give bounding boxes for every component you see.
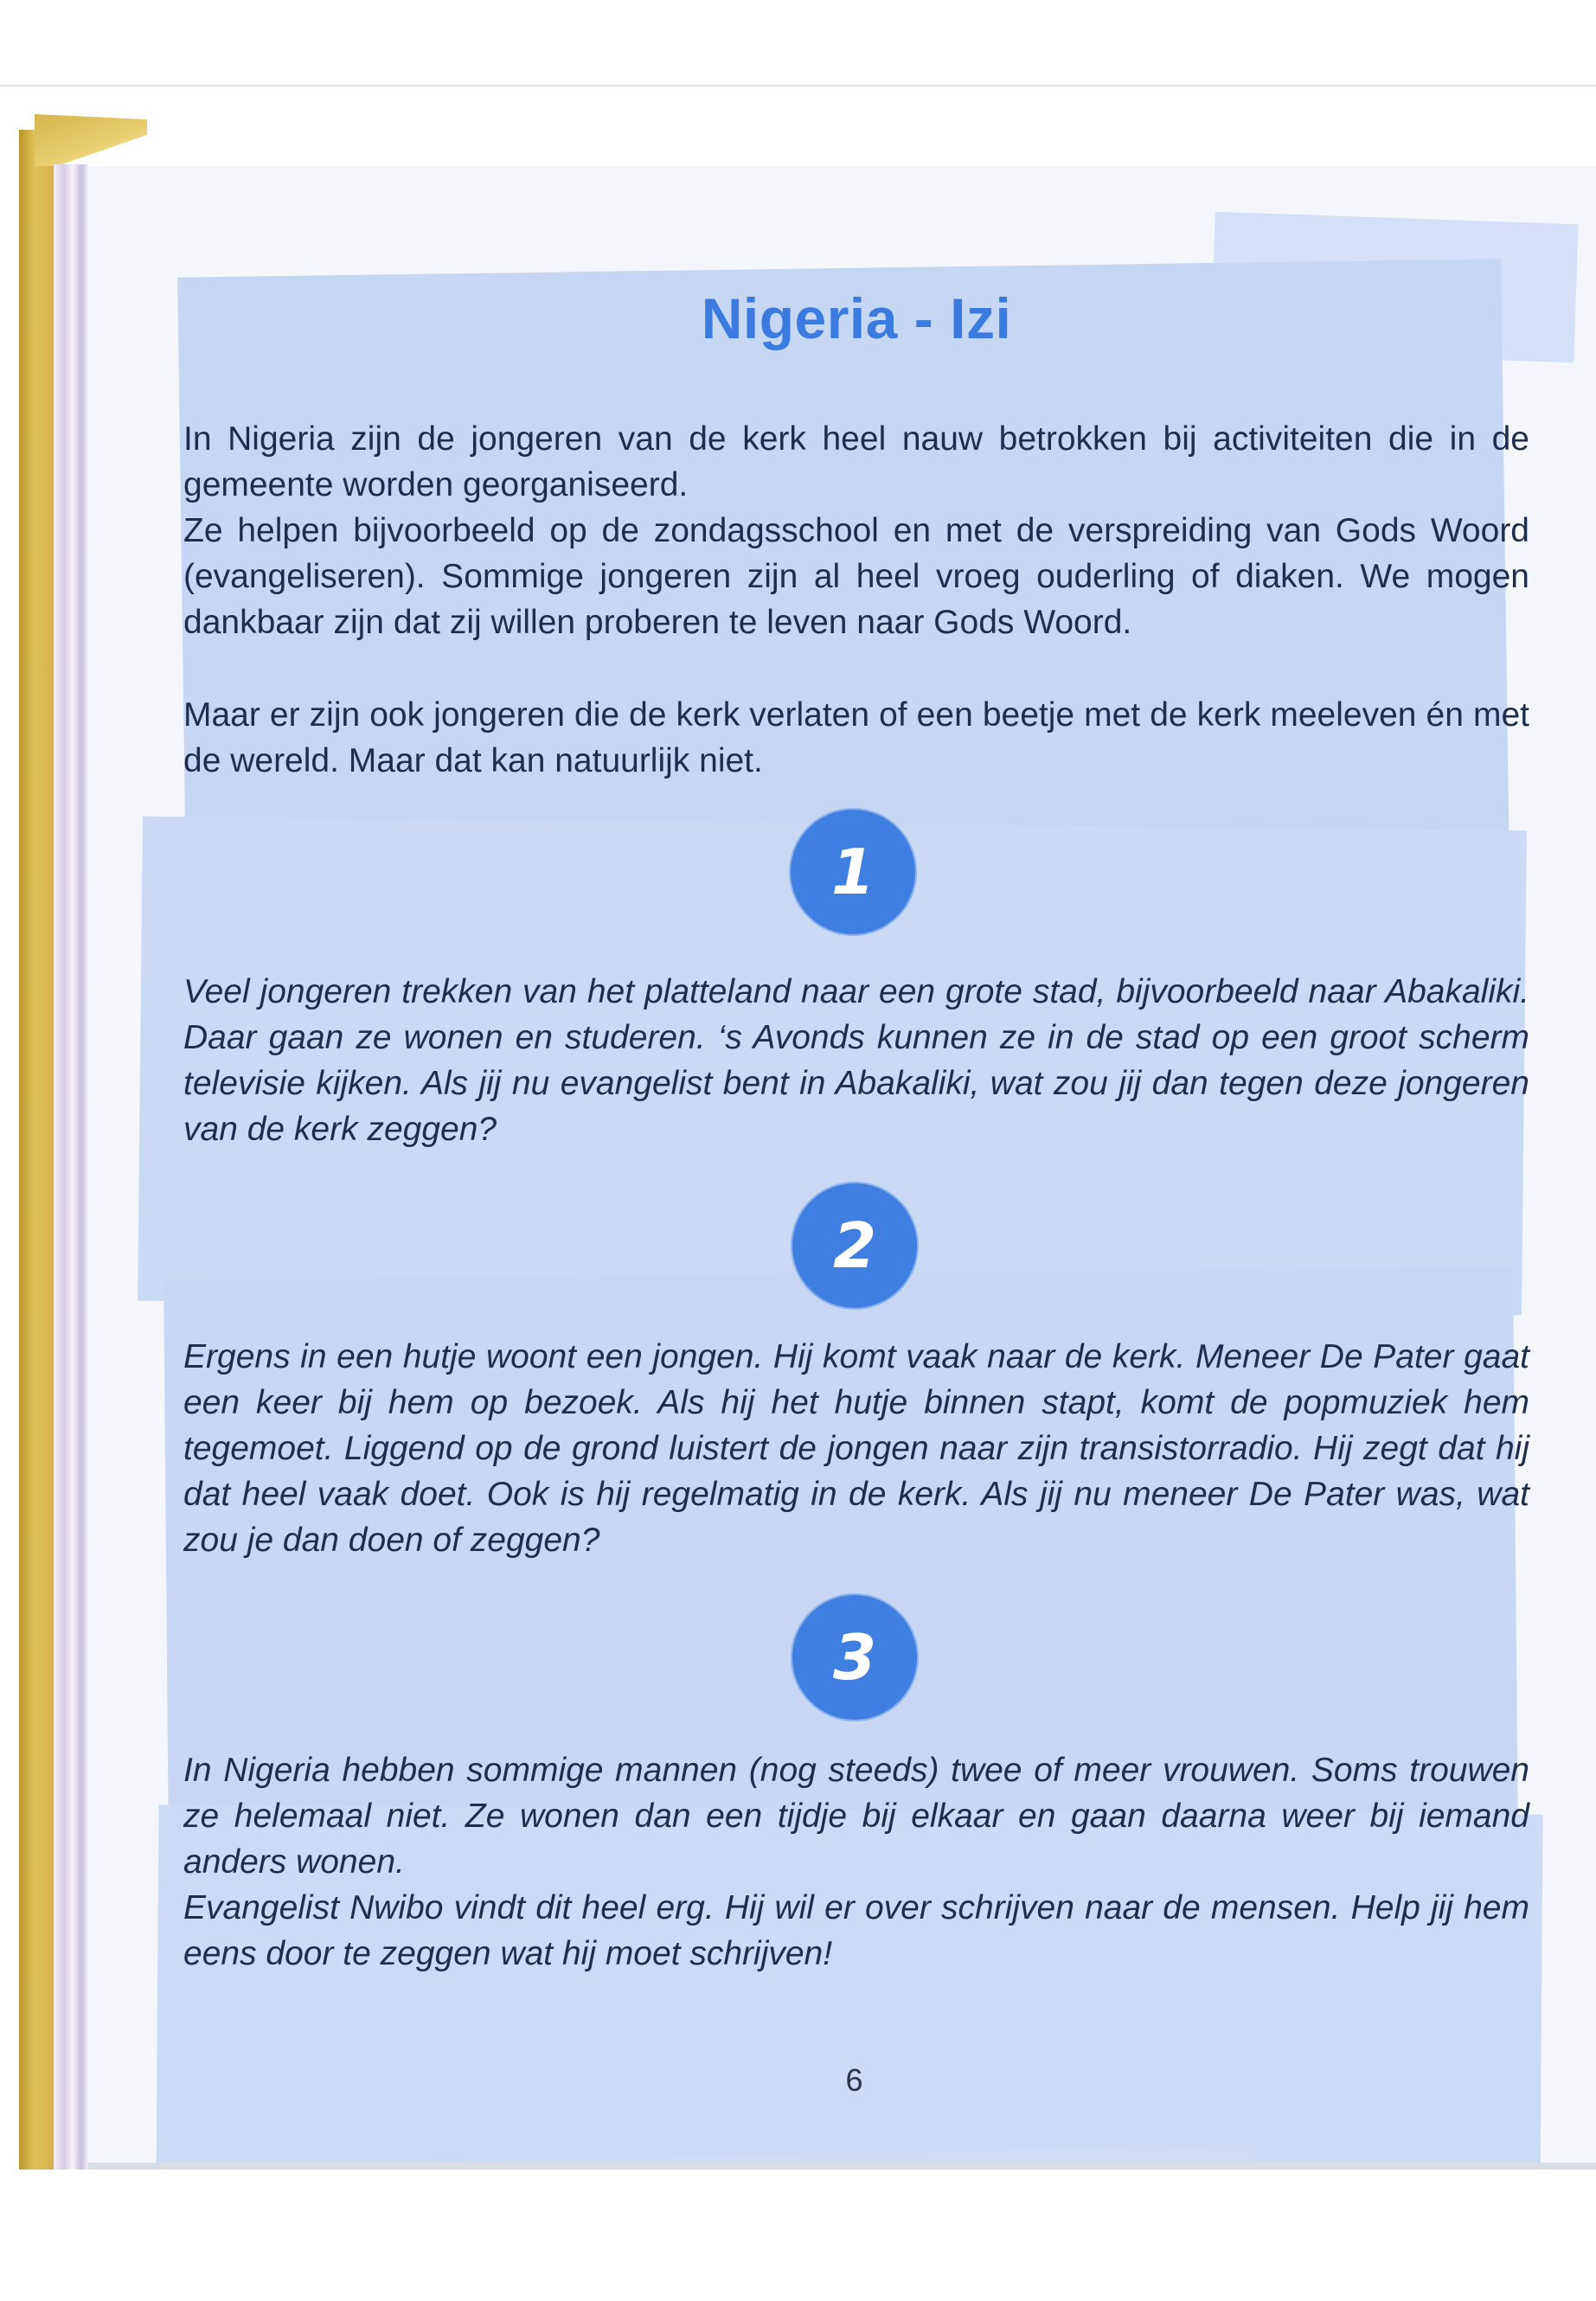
intro-paragraph: Ze helpen bijvoorbeeld op de zondagsschool en met de verspreiding van Gods Woord (evangeliseren). Sommige jongeren zijn al heel vroeg ouderling of diaken. We mogen dankbaar zijn dat zij willen proberen te leven naar Gods Woord. [183,512,1529,641]
question-number-badge-2: 2 [791,1182,919,1310]
page-number: 6 [845,2062,863,2098]
intro-text [183,416,1529,645]
question-paragraph: In Nigeria hebben sommige mannen (nog steeds) twee of meer vrouwen. Soms trouwen ze helemaal niet. Ze wonen dan een tijdje bij elkaar en gaan daarna weer bij iemand anders wonen. [183,1752,1529,1881]
scan-border [0,85,1596,87]
book-spine-corner [35,114,147,166]
book-spine [19,130,54,2301]
question-1-text [183,969,1529,1152]
page-bottom-edge [88,2163,1596,2170]
question-paragraph: Veel jongeren trekken van het platteland naar een grote stad, bijvoorbeeld naar Abakaliki. Daar gaan ze wonen en studeren. ‘s Avonds kunnen ze in de stad op een groot scherm televisie kijken. Als jij nu evangelist bent in Abakaliki, wat zou jij dan tegen deze jongeren van de kerk zeggen? [183,973,1529,1148]
page-title: Nigeria - Izi [701,286,1012,350]
intro-paragraph: In Nigeria zijn de jongeren van de kerk heel nauw betrokken bij activiteiten die in de gemeente worden georganiseerd. [183,420,1529,503]
question-number-badge-1: 1 [789,808,917,936]
question-2-text [183,1334,1529,1563]
intro-text-2 [183,692,1529,784]
scan-background [0,2170,1596,2301]
intro-paragraph: Maar er zijn ook jongeren die de kerk verlaten of een beetje met de kerk meeleven én met de wereld. Maar dat kan natuurlijk niet. [183,696,1529,779]
question-paragraph: Ergens in een hutje woont een jongen. Hij komt vaak naar de kerk. Meneer De Pater gaat een keer bij hem op bezoek. Als hij het hutje binnen stapt, komt de popmuziek hem tegemoet. Liggend op de grond luistert de jongen naar zijn transistorradio. Hij zegt dat hij dat heel vaak doet. Ook is hij regelmatig in de kerk. Als jij nu meneer De Pater was, wat zou je dan doen of zeggen? [183,1338,1529,1559]
question-3-text [183,1747,1529,1977]
question-number-badge-3: 3 [791,1593,919,1721]
question-paragraph: Evangelist Nwibo vindt dit heel erg. Hij wil er over schrijven naar de mensen. Help jij hem eens door te zeggen wat hij moet schrijven! [183,1889,1529,1972]
page-edges [54,164,88,2301]
